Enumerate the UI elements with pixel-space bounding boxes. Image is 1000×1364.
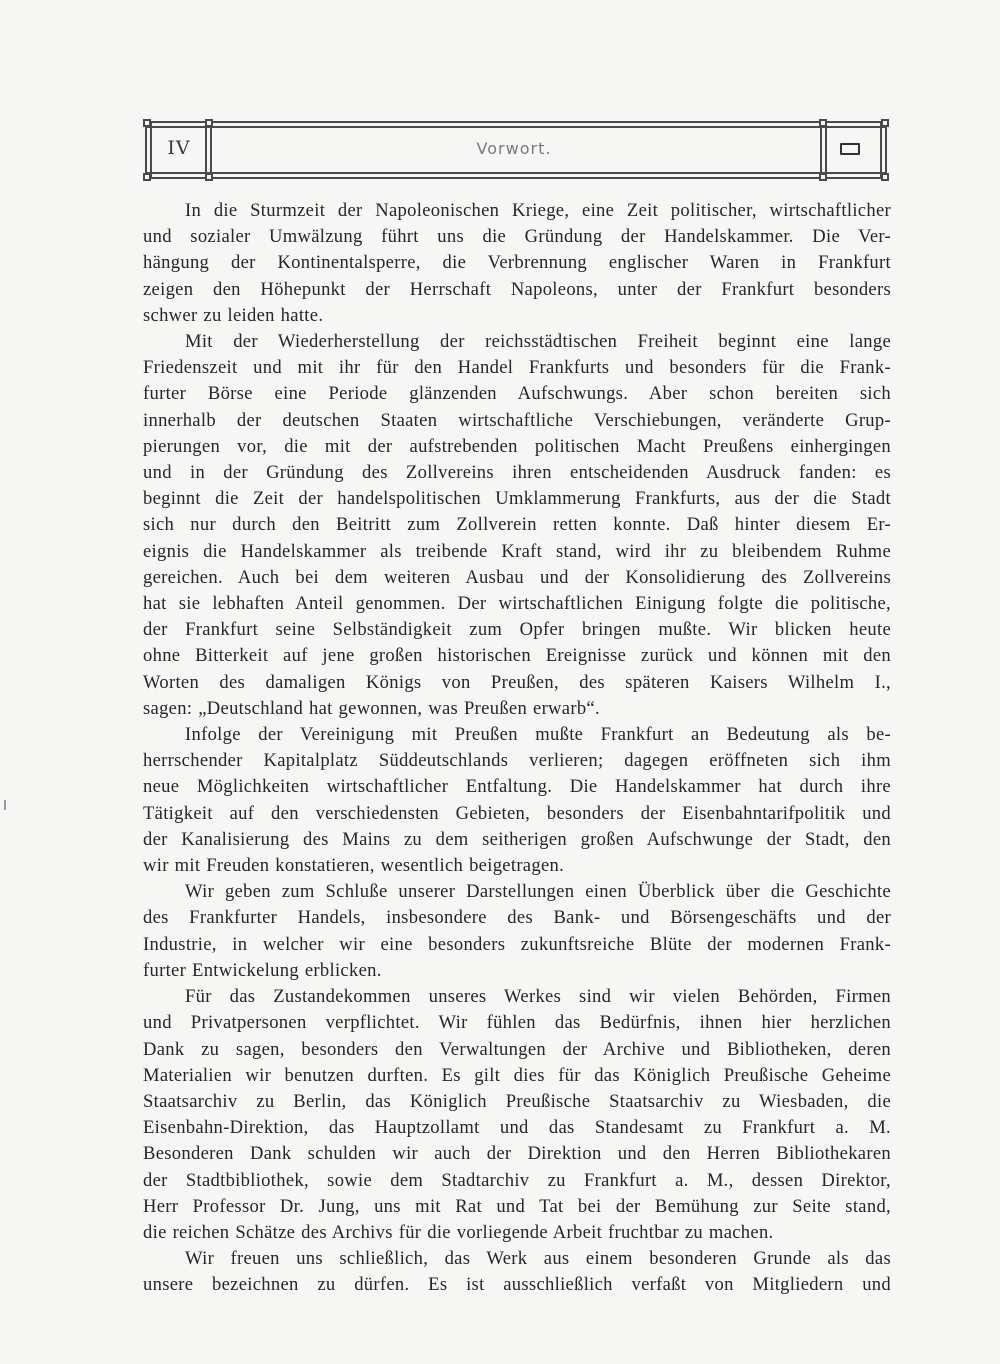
text-line: Staatsarchiv zu Berlin, das Königlich Preußische Staatsarchiv zu Wiesbaden, die (143, 1090, 891, 1112)
text-line: Wir freuen uns schließlich, das Werk aus einem besonderen Grunde als das (185, 1248, 891, 1270)
text-line: Für das Zustandekommen unseres Werkes sind wir vielen Behörden, Firmen (185, 986, 891, 1008)
paragraph (143, 329, 891, 722)
text-line: hängung der Kontinentalsperre, die Verbrennung englischer Waren in Frankfurt (143, 252, 891, 274)
scan-mark (4, 800, 6, 810)
text-line: der Kanalisierung des Mains zu dem seitherigen großen Aufschwunge der Stadt, den (143, 828, 891, 850)
page-number: IV (167, 137, 191, 159)
paragraph (143, 984, 891, 1246)
text-line: Mit der Wiederherstellung der reichsstädtischen Freiheit beginnt eine lange (185, 331, 891, 353)
text-line: ohne Bitterkeit auf jene großen historischen Ereignisse zurück und können mit den (143, 645, 891, 667)
text-line: Herr Professor Dr. Jung, uns mit Rat und Tat bei der Bemühung zur Seite stand, (143, 1195, 891, 1217)
text-line: beginnt die Zeit der handelspolitischen Umklammerung Frankfurts, aus der die Stadt (143, 488, 891, 510)
text-line: der Stadtbibliothek, sowie dem Stadtarchiv zu Frankfurt a. M., dessen Direktor, (143, 1169, 891, 1191)
text-line: sich nur durch den Beitritt zum Zollverein retten konnte. Daß hinter diesem Er- (143, 514, 891, 536)
text-line: herrschender Kapitalplatz Süddeutschlands verlieren; dagegen eröffneten sich ihm (143, 750, 891, 772)
text-line: Tätigkeit auf den verschiedensten Gebieten, besonders der Eisenbahntarifpolitik und (143, 802, 891, 824)
paragraph (143, 879, 891, 984)
paragraph (143, 198, 891, 329)
text-line: Besonderen Dank schulden wir auch der Direktion und den Herren Bibliothekaren (143, 1143, 891, 1165)
rectangle-ornament-icon (840, 143, 860, 155)
paragraph (143, 1246, 891, 1298)
text-line: innerhalb der deutschen Staaten wirtschaftliche Verschiebungen, veränderte Grup- (143, 409, 891, 431)
text-line: des Frankfurter Handels, insbesondere des Bank- und Börsengeschäfts und der (143, 907, 891, 929)
text-line: furter Börse eine Periode glänzenden Aufschwungs. Aber schon bereiten sich (143, 383, 891, 405)
text-line: neue Möglichkeiten wirtschaftlicher Entfaltung. Die Handelskammer hat durch ihre (143, 776, 891, 798)
text-line: Wir geben zum Schluße unserer Darstellungen einen Überblick über die Geschichte (185, 881, 891, 903)
text-line: unsere bezeichnen zu dürfen. Es ist ausschließlich verfaßt von Mitgliedern und (143, 1274, 891, 1296)
text-line: Industrie, in welcher wir eine besonders zukunftsreiche Blüte der modernen Frank- (143, 933, 891, 955)
text-line: schwer zu leiden hatte. (143, 304, 324, 326)
text-line: Friedenszeit und mit ihr für den Handel Frankfurts und besonders für die Frank- (143, 357, 891, 379)
text-line: Eisenbahn-Direktion, das Hauptzollamt und das Standesamt zu Frankfurt a. M. (143, 1117, 891, 1139)
text-line: und Privatpersonen verpflichtet. Wir fühlen das Bedürfnis, ihnen hier herzlichen (143, 1012, 891, 1034)
paragraph (143, 722, 891, 879)
text-line: Dank zu sagen, besonders den Verwaltungen der Archive und Bibliotheken, deren (143, 1038, 891, 1060)
text-line: sagen: „Deutschland hat gewonnen, was Preußen erwarb“. (143, 697, 600, 719)
text-line: eignis die Handelskammer als treibende Kraft stand, wird ihr zu bleibendem Ruhme (143, 540, 891, 562)
text-line: wir mit Freuden konstatieren, wesentlich beigetragen. (143, 855, 565, 877)
text-line: und sozialer Umwälzung führt uns die Gründung der Handelskammer. Die Ver- (143, 226, 891, 248)
text-line: der Frankfurt seine Selbständigkeit zum Opfer bringen mußte. Wir blicken heute (143, 619, 891, 641)
text-line: gereichen. Auch bei dem weiteren Ausbau und der Konsolidierung des Zollvereins (143, 566, 891, 588)
text-line: die reichen Schätze des Archivs für die vorliegende Arbeit fruchtbar zu machen. (143, 1221, 774, 1243)
text-line: furter Entwickelung erblicken. (143, 959, 382, 981)
text-line: Infolge der Vereinigung mit Preußen mußte Frankfurt an Bedeutung als be- (185, 724, 891, 746)
text-line: hat sie lebhaften Anteil genommen. Der wirtschaftlichen Einigung folgte die politische, (143, 593, 891, 615)
body-text (143, 198, 891, 1299)
text-line: In die Sturmzeit der Napoleonischen Kriege, eine Zeit politischer, wirtschaftlicher (185, 200, 891, 221)
text-line: und in der Gründung des Zollvereins ihren entscheidenden Ausdruck fanden: es (143, 462, 891, 484)
text-line: Worten des damaligen Königs von Preußen, des späteren Kaisers Wilhelm I., (143, 671, 891, 693)
text-line: pierungen vor, die mit der aufstrebenden politischen Macht Preußens einhergingen (143, 435, 891, 457)
text-line: Materialien wir benutzen durften. Es gilt dies für das Königlich Preußische Geheime (143, 1064, 891, 1086)
text-line: zeigen den Höhepunkt der Herrschaft Napoleons, unter der Frankfurt besonders (143, 278, 891, 300)
running-title: Vorwort. (476, 139, 552, 158)
